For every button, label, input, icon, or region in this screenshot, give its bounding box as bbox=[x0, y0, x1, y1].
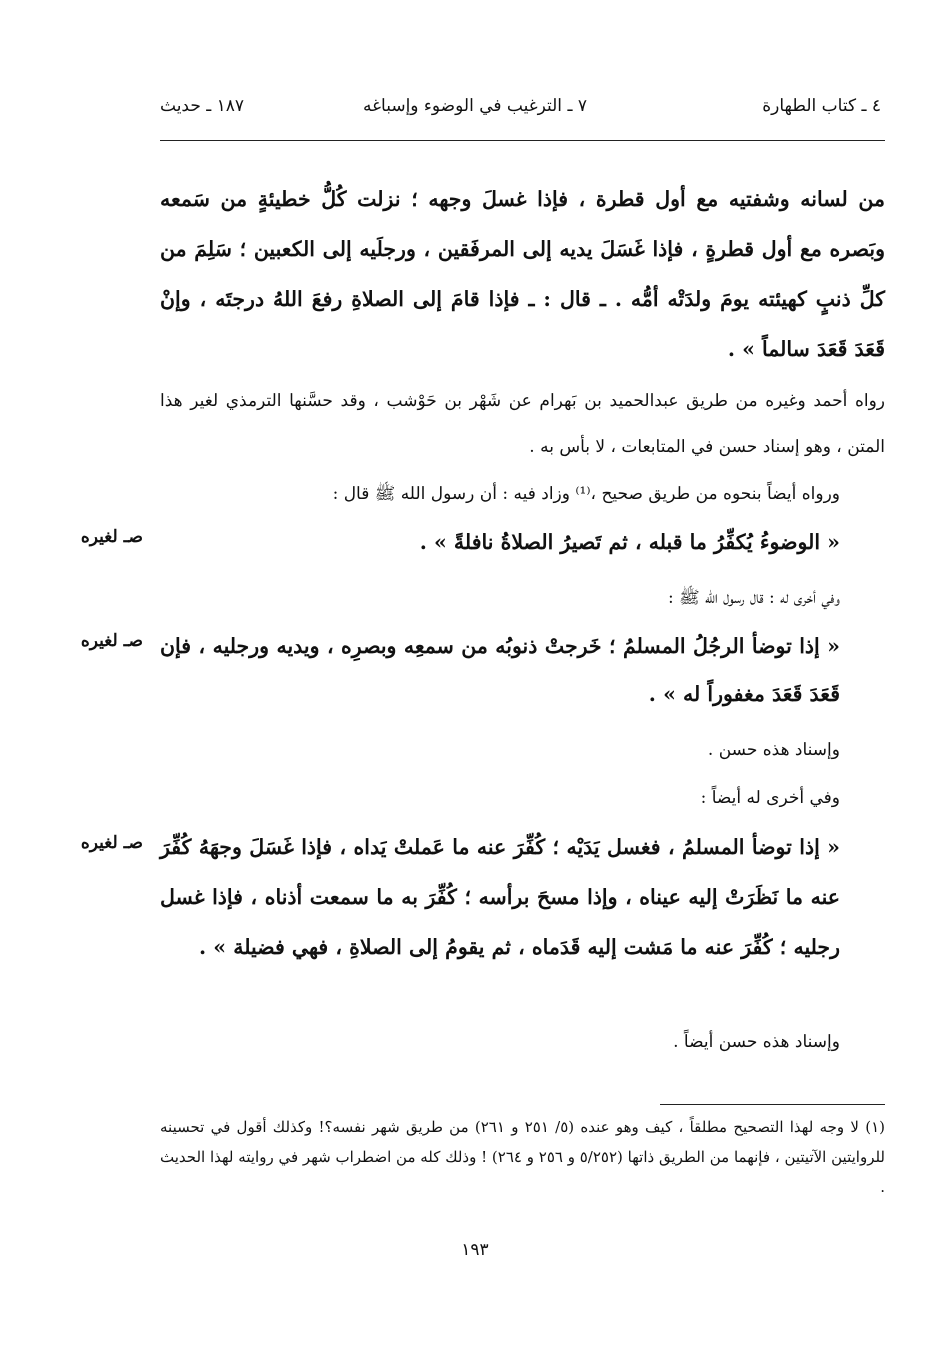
hadith-text-2: « الوضوءُ يُكفِّرُ ما قبله ، ثم تَصيرُ الصلاةُ نافلةً » . bbox=[419, 530, 840, 554]
page-number: ١٩٣ bbox=[461, 1240, 489, 1260]
header-rule bbox=[160, 140, 885, 141]
grading-note-2: صـ لغيره bbox=[80, 527, 143, 547]
narration-paragraph-1: رواه أحمد وغيره من طريق عبدالحميد بن بَهرام عن شَهْر بن حَوْشب ، وقد حسَّنها الترمذي لغير هذا المتن ، وهو إسناد حسن في المتابعات ، لا بأس به . bbox=[160, 391, 885, 457]
header-book-title: ٤ ـ كتاب الطهارة bbox=[762, 96, 881, 116]
footnote-rule bbox=[660, 1104, 885, 1105]
chain-statement-4: وإسناد هذه حسن أيضاً . bbox=[673, 1032, 840, 1052]
narration-paragraph-2: ورواه أيضاً بنحوه من طريق صحيح ،⁽¹⁾ وزاد فيه : أن رسول الله ﷺ قال : bbox=[332, 484, 840, 504]
narration-paragraph-3: وفي أخرى له : قال رسول الله ﷺ : bbox=[667, 588, 840, 608]
grading-note-3: صـ لغيره bbox=[80, 631, 143, 651]
header-chapter-title: ٧ ـ الترغيب في الوضوء وإسباغه bbox=[363, 96, 587, 116]
hadith-text-4: « إذا توضأ المسلمُ ، فغسل يَدَيْه ؛ كُفِّرَ عنه ما عَملتْ يَداه ، فإذا غَسَلَ وجهَهُ كُفِّرَ عنه ما نَظَرَتْ إليه عيناه ، وإذا مسحَ برأسه ؛ كُفِّرَ به ما سمعت أذناه ، فإذا غسل رجليه ؛ كُفِّرَ عنه ما مَشت إليه قَدَماه ، ثم يقومُ إلى الصلاةِ ، فهي فضيلة » . bbox=[160, 835, 840, 959]
header-hadith-number: ١٨٧ ـ حديث bbox=[160, 96, 245, 116]
hadith-text-continuation: من لسانه وشفتيه مع أول قطرة ، فإذا غسلَ وجهه ؛ نزلت كُلُّ خطيئةٍ من سَمعه وبَصره مع أول قطرةٍ ، فإذا غَسَلَ يديه إلى المرفَقين ، ورجلَيه إلى الكعبين ؛ سَلِمَ من كلِّ ذنبٍ كهيئته يومَ ولدَتْه أمُّه . ـ قال : ـ فإذا قامَ إلى الصلاةِ رفعَ اللهُ درجتَه ، وإنْ قَعَدَ قَعَدَ سالماً » . bbox=[160, 187, 885, 361]
footnote-1: (١) لا وجه لهذا التصحيح مطلقاً ، كيف وهو عنده (٥/ ٢٥١ و ٢٦١) من طريق شهر نفسه؟! وكذلك أقول في تحسينه للروايتين الآتيتين ، فإنهما من الطريق ذاتها (٥/٢٥٢ و ٢٥٦ و ٢٦٤) ! وذلك كله من اضطراب شهر في روايته لهذا الحديث . bbox=[160, 1118, 886, 1196]
chain-statement-3: وإسناد هذه حسن . bbox=[707, 740, 840, 760]
narration-paragraph-4: وفي أخرى له أيضاً : bbox=[700, 788, 840, 808]
grading-note-4: صـ لغيره bbox=[80, 833, 143, 853]
hadith-text-3: « إذا توضأ الرجُلُ المسلمُ ؛ خَرجتْ ذنوبُه من سمعِه وبصرِه ، ويديه ورجليه ، فإن قَعَدَ قَعَدَ مغفوراً له » . bbox=[160, 634, 840, 706]
